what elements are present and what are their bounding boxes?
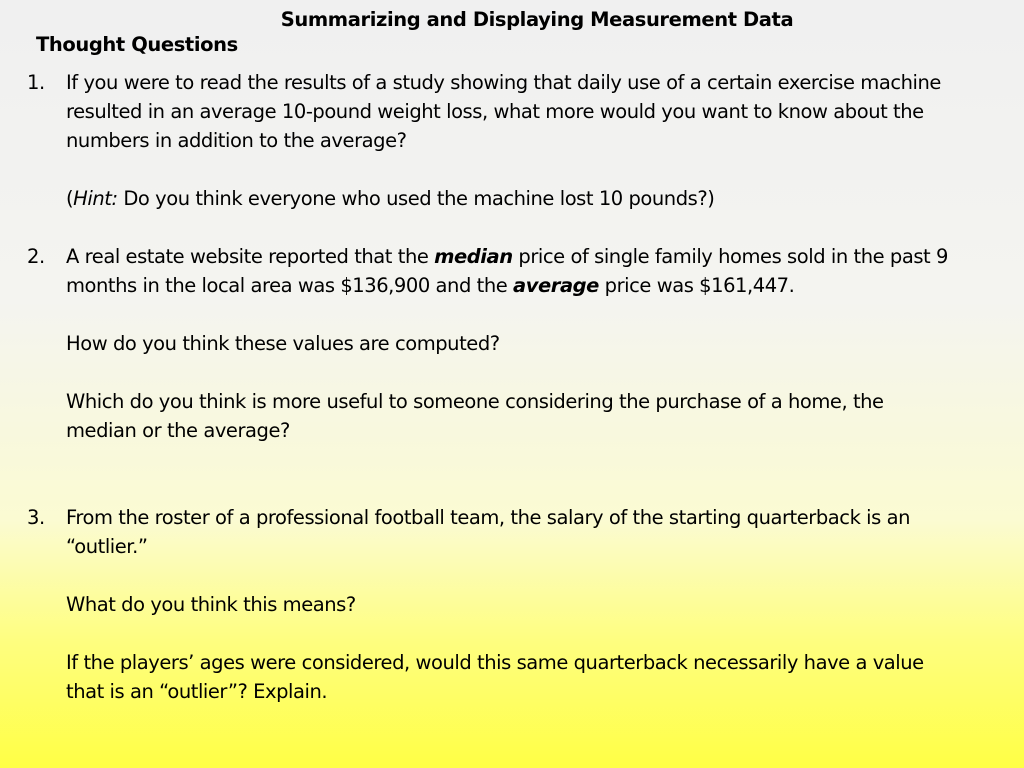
question-1-hint <box>66 184 714 213</box>
median-term: median <box>434 245 513 268</box>
question-2-followup-1: How do you think these values are computed? <box>66 332 500 355</box>
question-3-line-2: “outlier.” <box>66 535 148 558</box>
question-2-followup-2-line-2: median or the average? <box>66 419 290 442</box>
question-3-number: 3. <box>27 506 45 529</box>
question-3-followup-1: What do you think this means? <box>66 593 356 616</box>
question-2-line-2 <box>66 271 794 300</box>
section-heading: Thought Questions <box>36 33 238 56</box>
question-1-line-2: resulted in an average 10-pound weight loss, what more would you want to know about the <box>66 100 924 123</box>
question-2-number: 2. <box>27 245 45 268</box>
question-3-followup-2-line-2: that is an “outlier”? Explain. <box>66 680 328 703</box>
question-1-line-3: numbers in addition to the average? <box>66 129 407 152</box>
slide-title: Summarizing and Displaying Measurement Data <box>280 8 794 31</box>
hint-text: Do you think everyone who used the machine lost 10 pounds?) <box>117 187 715 210</box>
hint-open-paren: ( <box>66 187 74 210</box>
question-2-line-1-start: A real estate website reported that the <box>66 245 435 268</box>
hint-label: Hint: <box>73 187 118 210</box>
question-2-line-1 <box>66 242 948 271</box>
question-3-followup-2-line-1: If the players’ ages were considered, would this same quarterback necessarily have a value <box>66 651 924 674</box>
question-2-line-2-end: price was $161,447. <box>598 274 795 297</box>
question-2-line-1-end: price of single family homes sold in the past 9 <box>512 245 948 268</box>
question-2-followup-2-line-1: Which do you think is more useful to someone considering the purchase of a home, the <box>66 390 884 413</box>
average-term: average <box>513 274 599 297</box>
question-1-number: 1. <box>27 71 45 94</box>
question-3-line-1: From the roster of a professional football team, the salary of the starting quarterback is an <box>66 506 910 529</box>
question-2-line-2-start: months in the local area was $136,900 and the <box>66 274 514 297</box>
question-1-line-1: If you were to read the results of a study showing that daily use of a certain exercise machine <box>66 71 941 94</box>
